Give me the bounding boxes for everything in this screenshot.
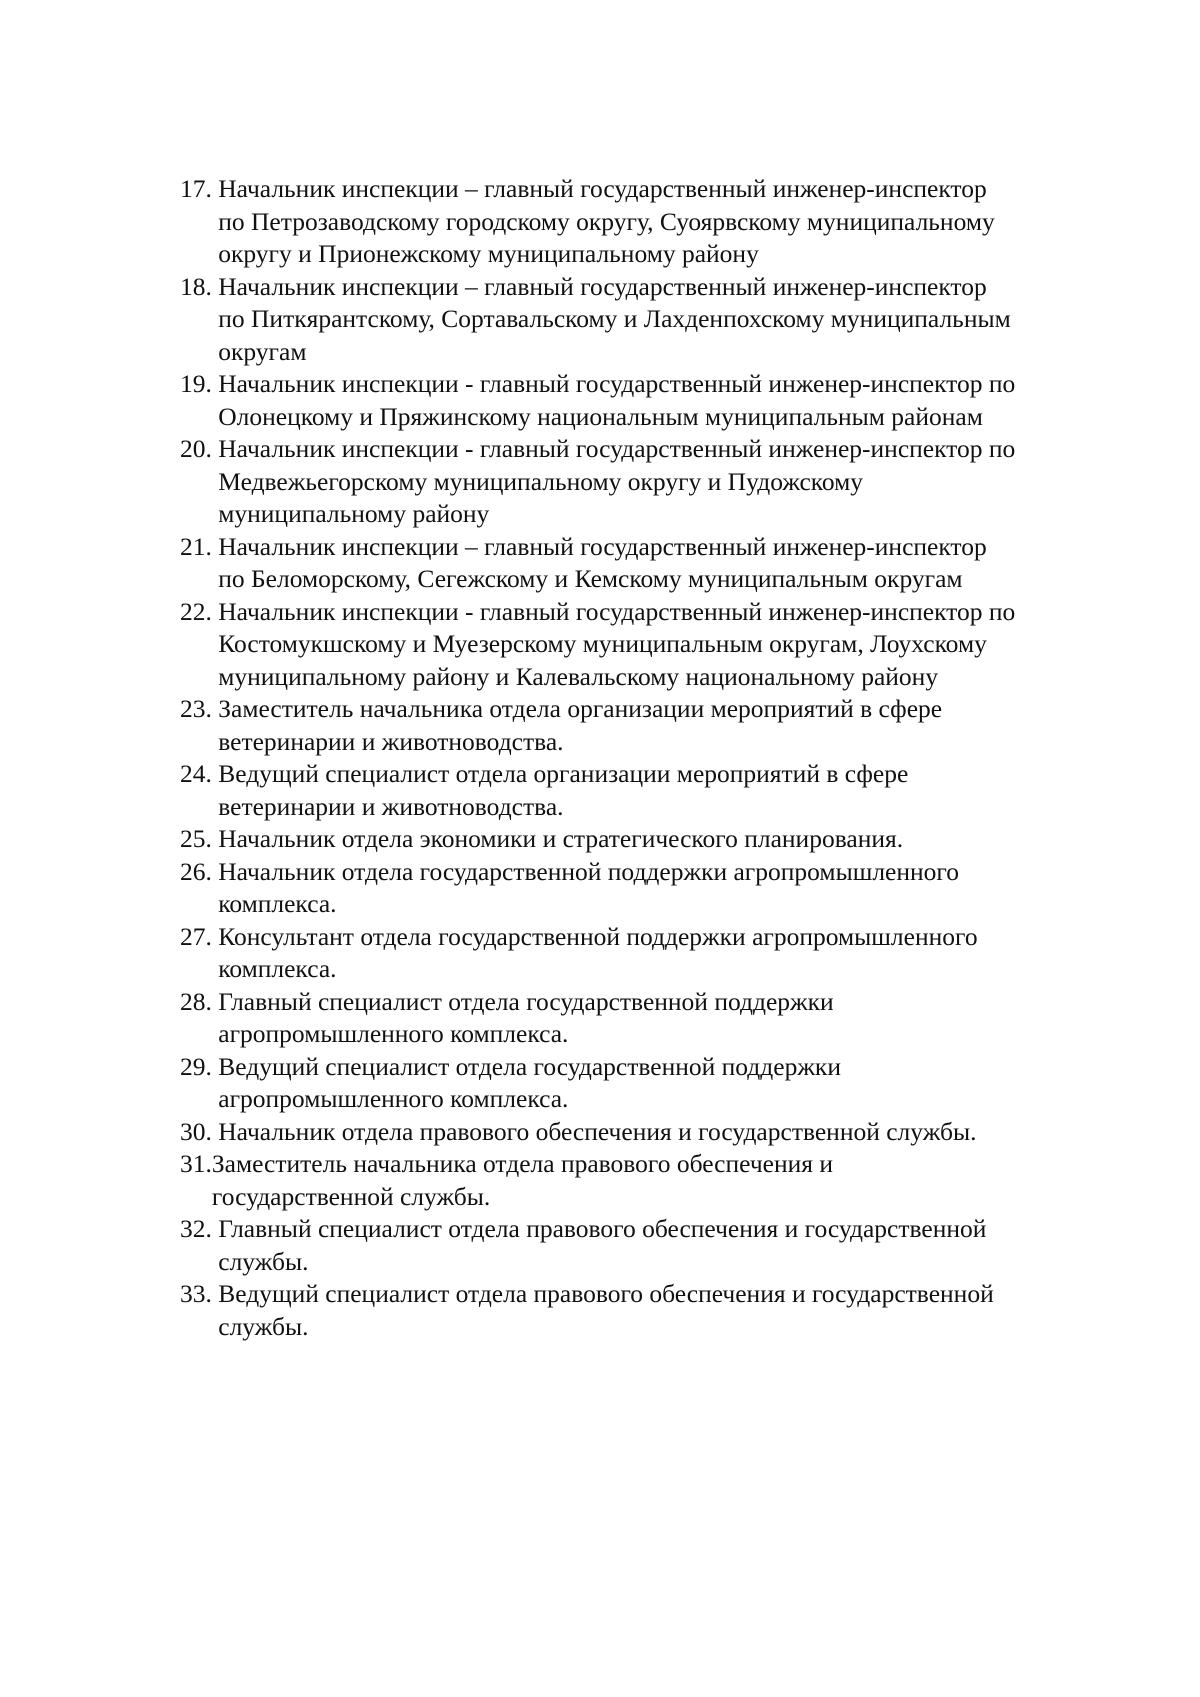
position-list [180,173,1135,1343]
item-text-line: Ведущий специалист отдела государственной поддержки [218,1051,841,1081]
item-number: 21. [180,531,219,561]
list-item [180,1148,1135,1213]
item-text-line: муниципальному району [218,499,490,528]
item-text [218,1278,1135,1343]
item-text-line: по Беломорскому, Сегежскому и Кемскому муниципальным округам [218,564,963,593]
item-text-line: агропромышленного комплекса. [218,1084,569,1113]
item-text [218,693,1135,758]
item-text-line: Начальник инспекции – главный государственный инженер-инспектор [218,271,987,301]
item-text-line: Заместитель начальника отдела правового обеспечения и [211,1149,834,1178]
item-text [218,856,1135,921]
item-text [218,758,1135,823]
item-number: 30. [180,1116,219,1146]
item-text-line: ветеринарии и животноводства. [218,726,564,756]
item-text-line: Консультант отдела государственной поддержки агропромышленного [218,921,978,951]
item-text-line: государственной службы. [211,1181,491,1211]
item-text-line: Начальник инспекции - главный государственный инженер-инспектор по [218,434,1016,463]
item-text-line: по Питкярантскому, Сортавальскому и Лахденпохскому муниципальным [218,304,1011,333]
list-item [180,823,1135,856]
item-number: 22. [180,596,219,626]
item-number: 23. [180,694,219,723]
item-text [218,596,1135,694]
item-text-line: комплекса. [218,954,337,983]
item-text [218,823,1135,856]
item-text [218,921,1135,986]
item-text-line: агропромышленного комплекса. [218,1019,569,1048]
item-number: 17. [180,174,219,203]
item-text-line: Ведущий специалист отдела правового обеспечения и государственной [218,1279,994,1308]
item-text-line: комплекса. [218,889,337,918]
item-text-line: Начальник инспекции - главный государственный инженер-инспектор по [218,596,1016,626]
item-text-line: Начальник отдела правового обеспечения и государственной службы. [218,1116,977,1146]
item-text [218,1213,1135,1278]
item-text-line: Главный специалист отдела государственной поддержки [218,986,834,1016]
list-item [180,368,1135,433]
item-number: 20. [180,434,219,463]
item-text [212,1148,1135,1213]
item-text-line: Начальник инспекции – главный государственный инженер-инспектор [218,174,987,203]
list-item [180,173,1135,271]
item-number: 27. [180,921,219,951]
item-text-line: Начальник отдела государственной поддержки агропромышленного [218,856,959,886]
item-text-line: округу и Прионежскому муниципальному району [218,239,759,268]
list-item [180,271,1135,369]
item-number: 19. [180,369,219,398]
item-text-line: муниципальному району и Калевальскому национальному району [218,661,939,691]
item-text-line: Начальник отдела экономики и стратегического планирования. [218,824,904,853]
list-item [180,1278,1135,1343]
item-text-line: Олонецкому и Пряжинскому национальным муниципальным районам [218,401,983,431]
list-item [180,921,1135,986]
item-text-line: Начальник инспекции - главный государственный инженер-инспектор по [218,369,1016,398]
item-text-line: Костомукшскому и Муезерскому муниципальным округам, Лоухскому [218,629,987,658]
item-text [218,1051,1135,1116]
item-number: 32. [180,1214,219,1243]
item-text-line: Начальник инспекции – главный государственный инженер-инспектор [218,531,987,561]
item-text-line: Главный специалист отдела правового обеспечения и государственной [218,1214,987,1243]
item-text [218,986,1135,1051]
list-item [180,693,1135,758]
item-number: 25. [180,824,219,853]
list-item [180,758,1135,823]
item-number: 33. [180,1279,219,1308]
item-number: 18. [180,271,219,301]
list-item [180,433,1135,531]
item-text [218,1116,1135,1149]
item-text [218,271,1135,369]
item-text-line: службы. [218,1246,309,1276]
list-item [180,531,1135,596]
item-number: 29. [180,1051,219,1081]
item-text-line: ветеринарии и животноводства. [218,791,564,821]
list-item [180,856,1135,921]
item-text-line: Медвежьегорскому муниципальному округу и Пудожскому [218,466,864,496]
item-text-line: Заместитель начальника отдела организации мероприятий в сфере [218,694,943,723]
item-number: 24. [180,759,219,788]
list-item [180,986,1135,1051]
item-text-line: Ведущий специалист отдела организации мероприятий в сфере [218,759,909,788]
item-number: 28. [180,986,219,1016]
list-item [180,1213,1135,1278]
item-text-line: службы. [218,1311,309,1341]
list-item [180,1051,1135,1116]
item-number: 31. [180,1149,212,1178]
item-text [218,368,1135,433]
item-number: 26. [180,856,219,886]
item-text [218,433,1135,531]
item-text [218,173,1135,271]
item-text-line: по Петрозаводскому городскому округу, Суоярвскому муниципальному [218,206,995,236]
item-text-line: округам [218,336,307,366]
item-text [218,531,1135,596]
list-item [180,1116,1135,1149]
list-item [180,596,1135,694]
